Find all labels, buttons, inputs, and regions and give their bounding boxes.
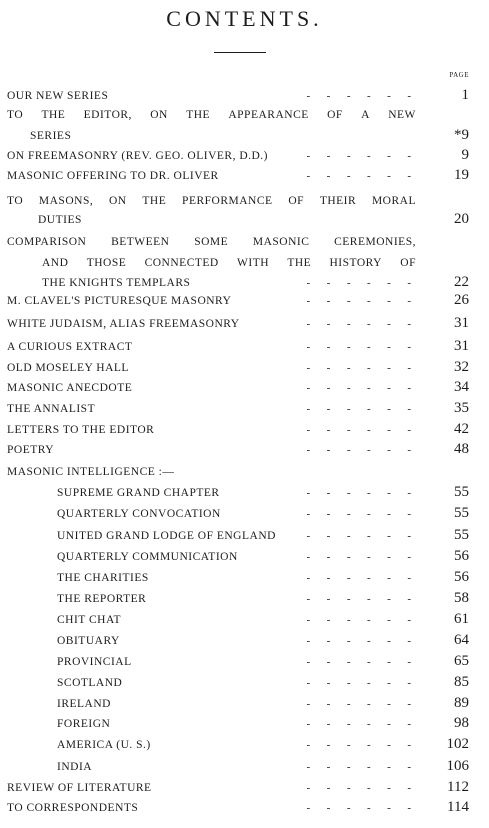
dot-leader: - - - - - - — [306, 295, 411, 307]
toc-entry-title: ON FREEMASONRY (REV. GEO. OLIVER, D.D.) — [7, 150, 269, 162]
dot-leader: - - - - - - — [306, 150, 411, 162]
dot-leader: - - - - - - — [306, 572, 411, 584]
dot-leader: - - - - - - — [306, 90, 411, 102]
toc-entry — [0, 799, 489, 822]
toc-page-number: 1 — [461, 87, 469, 103]
dot-leader: - - - - - - — [306, 739, 411, 751]
toc-page-number: 85 — [454, 674, 469, 690]
toc-entry-title: TO MASONS, ON THE PERFORMANCE OF THEIR MORAL — [7, 195, 416, 207]
dot-leader: - - - - - - — [306, 614, 411, 626]
toc-entry-title: QUARTERLY CONVOCATION — [57, 508, 221, 520]
toc-entry — [0, 379, 489, 402]
toc-entry-title: A CURIOUS EXTRACT — [7, 341, 133, 353]
toc-page-number: 55 — [454, 505, 469, 521]
toc-entry-title: SERIES — [30, 130, 72, 142]
toc-entry-title: SUPREME GRAND CHAPTER — [57, 487, 220, 499]
toc-entry — [0, 590, 489, 613]
dot-leader: - - - - - - — [306, 718, 411, 730]
toc-entry-title: COMPARISON BETWEEN SOME MASONIC CEREMONIES, — [7, 236, 416, 248]
toc-entry — [0, 779, 489, 802]
toc-entry — [0, 292, 489, 315]
toc-page-number: 9 — [461, 147, 469, 163]
toc-page-number: 55 — [454, 484, 469, 500]
toc-entry — [0, 569, 489, 592]
toc-page-number: 31 — [454, 338, 469, 354]
toc-entry — [0, 274, 489, 297]
toc-entry — [0, 758, 489, 781]
toc-entry — [0, 211, 489, 234]
toc-entry — [0, 338, 489, 361]
toc-entry-title: MASONIC OFFERING TO DR. OLIVER — [7, 170, 219, 182]
toc-page-number: 106 — [446, 758, 469, 774]
toc-page-number: 26 — [454, 292, 469, 308]
dot-leader: - - - - - - — [306, 761, 411, 773]
page-heading: CONTENTS. — [166, 6, 323, 31]
toc-page-number: 22 — [454, 274, 469, 290]
dot-leader: - - - - - - — [306, 508, 411, 520]
toc-entry-title: PROVINCIAL — [57, 656, 132, 668]
toc-entry — [0, 715, 489, 738]
heading-rule — [214, 52, 266, 53]
toc-entry — [0, 236, 489, 256]
toc-entry-title: THE CHARITIES — [57, 572, 149, 584]
toc-page-number: 31 — [454, 315, 469, 331]
toc-page-number: 56 — [454, 548, 469, 564]
toc-entry-title: MASONIC ANECDOTE — [7, 382, 133, 394]
dot-leader: - - - - - - — [306, 382, 411, 394]
toc-entry — [0, 527, 489, 550]
toc-entry-title: AMERICA (U. S.) — [57, 739, 151, 751]
toc-page-number: 48 — [454, 441, 469, 457]
toc-entry — [0, 674, 489, 697]
toc-entry — [0, 466, 489, 486]
dot-leader: - - - - - - — [306, 444, 411, 456]
dot-leader: - - - - - - — [306, 802, 411, 814]
toc-page-number: 112 — [447, 779, 469, 795]
dot-leader: - - - - - - — [306, 277, 411, 289]
toc-entry-title: QUARTERLY COMMUNICATION — [57, 551, 238, 563]
toc-entry-title: IRELAND — [57, 698, 111, 710]
toc-page-number: 114 — [447, 799, 469, 815]
dot-leader: - - - - - - — [306, 530, 411, 542]
toc-entry — [0, 548, 489, 571]
toc-page-number: 32 — [454, 359, 469, 375]
toc-page-number: 65 — [454, 653, 469, 669]
toc-entry-title: TO CORRESPONDENTS — [7, 802, 139, 814]
toc-page-number: 42 — [454, 421, 469, 437]
dot-leader: - - - - - - — [306, 424, 411, 436]
toc-entry-title: POETRY — [7, 444, 55, 456]
toc-page-number: 58 — [454, 590, 469, 606]
toc-entry-title: LETTERS TO THE EDITOR — [7, 424, 155, 436]
dot-leader: - - - - - - — [306, 341, 411, 353]
toc-entry — [0, 359, 489, 382]
toc-page-number: 89 — [454, 695, 469, 711]
toc-page-number: 20 — [454, 211, 469, 227]
toc-entry — [0, 611, 489, 634]
dot-leader: - - - - - - — [306, 593, 411, 605]
toc-entry — [0, 400, 489, 423]
dot-leader: - - - - - - — [306, 656, 411, 668]
toc-entry — [0, 87, 489, 110]
toc-entry-title: INDIA — [57, 761, 93, 773]
toc-entry — [0, 315, 489, 338]
toc-entry-title: WHITE JUDAISM, ALIAS FREEMASONRY — [7, 318, 240, 330]
dot-leader: - - - - - - — [306, 635, 411, 647]
toc-entry-title: OLD MOSELEY HALL — [7, 362, 129, 374]
toc-page-number: 34 — [454, 379, 469, 395]
toc-page-number: 98 — [454, 715, 469, 731]
toc-entry-title: REVIEW OF LITERATURE — [7, 782, 152, 794]
toc-entry-title: M. CLAVEL'S PICTURESQUE MASONRY — [7, 295, 232, 307]
dot-leader: - - - - - - — [306, 698, 411, 710]
page-column-label: PAGE — [449, 71, 469, 79]
toc-entry — [0, 484, 489, 507]
toc-entry — [0, 695, 489, 718]
toc-entry — [0, 632, 489, 655]
toc-entry-title: THE ANNALIST — [7, 403, 96, 415]
toc-entry-title: OBITUARY — [57, 635, 120, 647]
dot-leader: - - - - - - — [306, 170, 411, 182]
dot-leader: - - - - - - — [306, 551, 411, 563]
dot-leader: - - - - - - — [306, 487, 411, 499]
toc-entry-title: DUTIES — [38, 214, 82, 226]
toc-page-number: *9 — [454, 127, 469, 143]
toc-entry-title: SCOTLAND — [57, 677, 123, 689]
toc-page-number: 19 — [454, 167, 469, 183]
toc-entry-title: UNITED GRAND LODGE OF ENGLAND — [57, 530, 276, 542]
toc-entry — [0, 736, 489, 759]
dot-leader: - - - - - - — [306, 677, 411, 689]
toc-entry — [0, 147, 489, 170]
toc-entry-title: CHIT CHAT — [57, 614, 122, 626]
toc-entry — [0, 441, 489, 464]
dot-leader: - - - - - - — [306, 362, 411, 374]
toc-entry-title: OUR NEW SERIES — [7, 90, 109, 102]
toc-entry — [0, 109, 489, 129]
toc-entry-title: AND THOSE CONNECTED WITH THE HISTORY OF — [42, 257, 416, 269]
toc-page-number: 102 — [446, 736, 469, 752]
toc-entry-title: THE REPORTER — [57, 593, 147, 605]
toc-entry — [0, 421, 489, 444]
toc-entry-title: MASONIC INTELLIGENCE :— — [7, 466, 175, 478]
toc-entry-title: FOREIGN — [57, 718, 111, 730]
toc-page-number: 61 — [454, 611, 469, 627]
toc-page-number: 55 — [454, 527, 469, 543]
toc-entry — [0, 127, 489, 150]
toc-entry — [0, 257, 489, 277]
dot-leader: - - - - - - — [306, 318, 411, 330]
dot-leader: - - - - - - — [306, 403, 411, 415]
dot-leader: - - - - - - — [306, 782, 411, 794]
toc-entry — [0, 505, 489, 528]
toc-entry — [0, 653, 489, 676]
toc-page-number: 35 — [454, 400, 469, 416]
toc-entry — [0, 195, 489, 215]
toc-entry — [0, 167, 489, 190]
toc-entry-title: TO THE EDITOR, ON THE APPEARANCE OF A NEW — [7, 109, 416, 121]
toc-entry-title: THE KNIGHTS TEMPLARS — [42, 277, 191, 289]
toc-page-number: 56 — [454, 569, 469, 585]
toc-page-number: 64 — [454, 632, 469, 648]
